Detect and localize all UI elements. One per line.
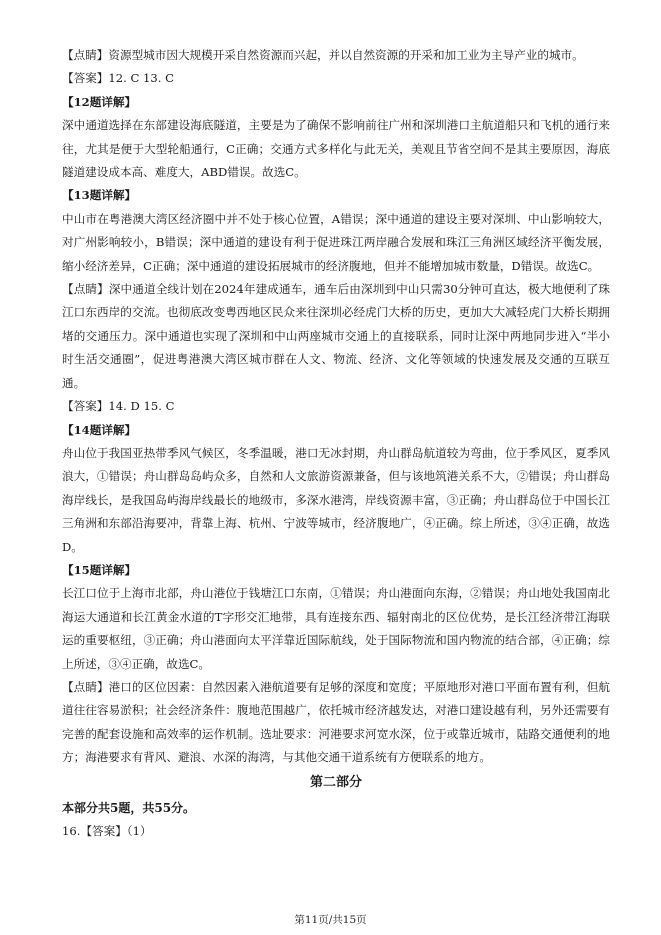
section-heading: 【15题详解】 — [62, 562, 137, 577]
part-summary: 本部分共5题，共55分。 — [62, 800, 196, 815]
section-heading: 【13题详解】 — [62, 188, 137, 203]
paragraph: 舟山位于我国亚热带季风气候区，冬季温暖，港口无冰封期，舟山群岛航道较为弯曲，位于季风区，夏季风浪大，①错误；舟山群岛岛屿众多，自然和人文旅游资源兼备，但与该地筑港关系不大，②错误；舟山群岛海岸线长，是我国岛屿海岸线最长的地级市，多深水港湾，岸线资源丰富，③正确；舟山群岛位于中国长江三角洲和东部沿海要冲，背靠上海、杭州、宁波等城市，经济腹地广，④正确。综上所述，③④正确，故选D。 — [62, 445, 610, 554]
paragraph: 【点睛】资源型城市因大规模开采自然资源而兴起，并以自然资源的开采和加工业为主导产业的城市。 — [62, 48, 584, 62]
paragraph: 深中通道选择在东部建设海底隧道，主要是为了确保不影响前往广州和深圳港口主航道船只和飞机的通行来往，尤其是便于大型轮船通行，C正确；交通方式多样化与此无关，美观且节省空间不是其主要原因，海底隧道建设成本高、难度大，ABD错误。故选C。 — [62, 118, 610, 180]
paragraph: 【点睛】港口的区位因素：自然因素入港航道要有足够的深度和宽度；平原地形对港口平面布置有利，但航道往往容易淤积；社会经济条件：腹地范围越广，依托城市经济越发达，对港口建设越有利，另外还需要有完善的配套设施和高效率的运作机制。选址要求：河港要求河宽水深，位于或靠近城市，陆路交通便利的地方；海港要求有背风、避浪、水深的海湾，与其他交通干道系统有方便联系的地方。 — [62, 679, 610, 765]
paragraph: 长江口位于上海市北部，舟山港位于钱塘江口东南，①错误；舟山港面向东海，②错误；舟山地处我国南北海运大通道和长江黄金水道的T字形交汇地带，具有连接东西、辐射南北的区位优势，是长江经济带江海联运的重要枢纽，③正确；舟山港面向太平洋靠近国际航线，处于国际物流和国内物流的结合部，④正确；综上所述，③④正确，故选C。 — [62, 586, 610, 671]
paragraph: 16.【答案】（1） — [62, 823, 152, 838]
paragraph: 中山市在粤港澳大湾区经济圈中并不处于核心位置，A错误；深中通道的建设主要对深圳、中山影响较大，对广州影响较小，B错误；深中通道的建设有利于促进珠江两岸融合发展和珠江三角洲区域经济平衡发展，缩小经济差异，C正确；深中通道的建设拓展城市的经济腹地，但并不能增加城市数量，D错误。故选C。 — [62, 211, 610, 273]
page-footer: 第11页/共15页 — [294, 914, 367, 926]
paragraph: 【答案】12. C 13. C — [62, 71, 175, 86]
section-heading: 【14题详解】 — [62, 422, 137, 437]
paragraph: 【点睛】深中通道全线计划在2024年建成通车，通车后由深圳到中山只需30分钟可直达，极大地便利了珠江口东西岸的交流。也彻底改变粤西地区民众来往深圳必经虎门大桥的历史，更加大大减轻虎门大桥长期拥堵的交通压力。深中通道也实现了深圳和中山两座城市交通上的直接联系，同时让深中两地同步进入“半小时生活交通圈”，促进粤港澳大湾区城市群在人文、物流、经济、文化等领域的快速发展及交通的互联互通。 — [62, 282, 610, 390]
section-heading: 【12题详解】 — [62, 94, 137, 109]
paragraph: 【答案】14. D 15. C — [62, 399, 175, 414]
document-body — [62, 44, 610, 843]
part-title: 第二部分 — [309, 774, 362, 790]
